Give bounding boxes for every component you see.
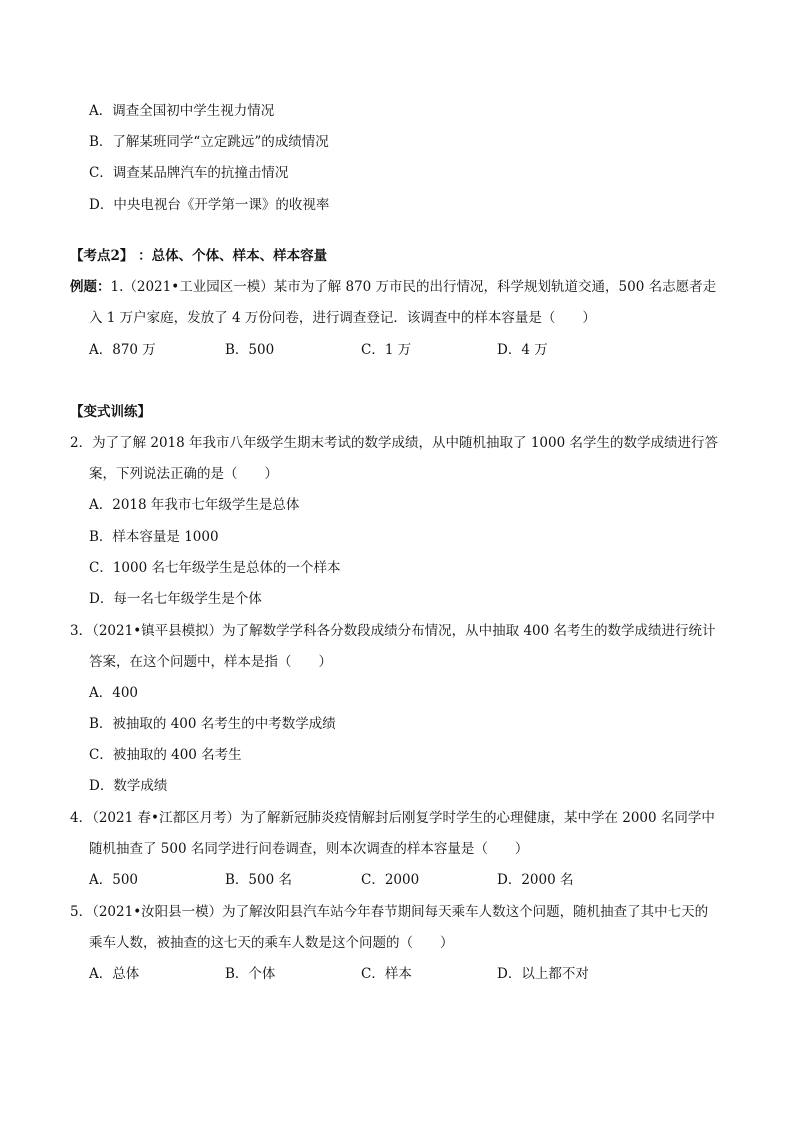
q5-option-b: B．个体 [225, 966, 276, 982]
q4-stem-line1: 4．（2021 春•江都区月考）为了解新冠肺炎疫情解封后刚复学时学生的心理健康，某中学在 2000 名同学中 [70, 810, 715, 826]
q4-stem-line2: 随机抽查了 500 名同学进行问卷调查，则本次调查的样本容量是（ ） [89, 841, 529, 857]
q1-text-line1: 1.（2021•工业园区一模）某市为了解 870 万市民的出行情况，科学规划轨道交通，500 名志愿者走 [110, 279, 717, 295]
q5-options-row [89, 964, 649, 984]
q3-option-c: C．被抽取的 400 名考生 [89, 747, 242, 763]
q3-stem-line1: 3．（2021•镇平县模拟）为了解数学学科各分数段成绩分布情况，从中抽取 400 名考生的数学成绩进行统计 [70, 623, 716, 639]
q0-option-d: D．中央电视台《开学第一课》的收视率 [89, 197, 330, 213]
q1-options-row [89, 340, 649, 360]
q5-option-d: D．以上都不对 [497, 966, 589, 982]
q1-stem-line2: 入 1 万户家庭，发放了 4 万份问卷，进行调查登记．该调查中的样本容量是（ ） [89, 310, 596, 326]
section-heading-bianshi: 【变式训练】 [70, 404, 151, 420]
q5-option-a: A．总体 [89, 966, 140, 982]
q3-stem-line2: 答案，在这个问题中，样本是指（ ） [89, 654, 332, 670]
q2-option-d: D．每一名七年级学生是个体 [89, 591, 262, 607]
q1-option-c: C．1 万 [361, 342, 412, 358]
q2-stem-line2: 案，下列说法正确的是（ ） [89, 466, 278, 482]
q1-option-b: B．500 [225, 342, 275, 358]
q3-option-b: B．被抽取的 400 名考生的中考数学成绩 [89, 716, 336, 732]
q3-option-d: D．数学成绩 [89, 778, 168, 794]
q3-option-a: A．400 [89, 685, 139, 701]
q2-option-b: B．样本容量是 1000 [89, 529, 219, 545]
q5-stem-line1: 5．（2021•汝阳县一模）为了解汝阳县汽车站今年春节期间每天乘车人数这个问题，随机抽查了其中七天的 [70, 904, 709, 920]
q0-option-b: B．了解某班同学“立定跳远”的成绩情况 [89, 134, 329, 150]
q2-stem-line1: 2．为了了解 2018 年我市八年级学生期末考试的数学成绩，从中随机抽取了 1000 名学生的数学成绩进行答 [70, 435, 718, 451]
q1-stem-line1 [70, 277, 716, 297]
section-heading-kaodian2: 【考点2】 ：总体、个体、样本、样本容量 [70, 248, 328, 264]
q4-option-c: C．2000 [361, 872, 420, 888]
q1-option-a: A．870 万 [89, 342, 156, 358]
q1-option-d: D．4 万 [497, 342, 548, 358]
q4-options-row [89, 870, 649, 890]
q4-option-d: D．2000 名 [497, 872, 574, 888]
q2-option-a: A．2018 年我市七年级学生是总体 [89, 497, 300, 513]
q5-option-c: C．样本 [361, 966, 412, 982]
q0-option-a: A．调查全国初中学生视力情况 [89, 103, 275, 119]
q4-option-a: A．500 [89, 872, 139, 888]
q0-option-c: C．调查某品牌汽车的抗撞击情况 [89, 165, 289, 181]
q2-option-c: C．1000 名七年级学生是总体的一个样本 [89, 560, 341, 576]
example-label: 例题： [70, 279, 111, 295]
q5-stem-line2: 乘车人数，被抽查的这七天的乘车人数是这个问题的（ ） [89, 935, 454, 951]
q4-option-b: B．500 名 [225, 872, 292, 888]
